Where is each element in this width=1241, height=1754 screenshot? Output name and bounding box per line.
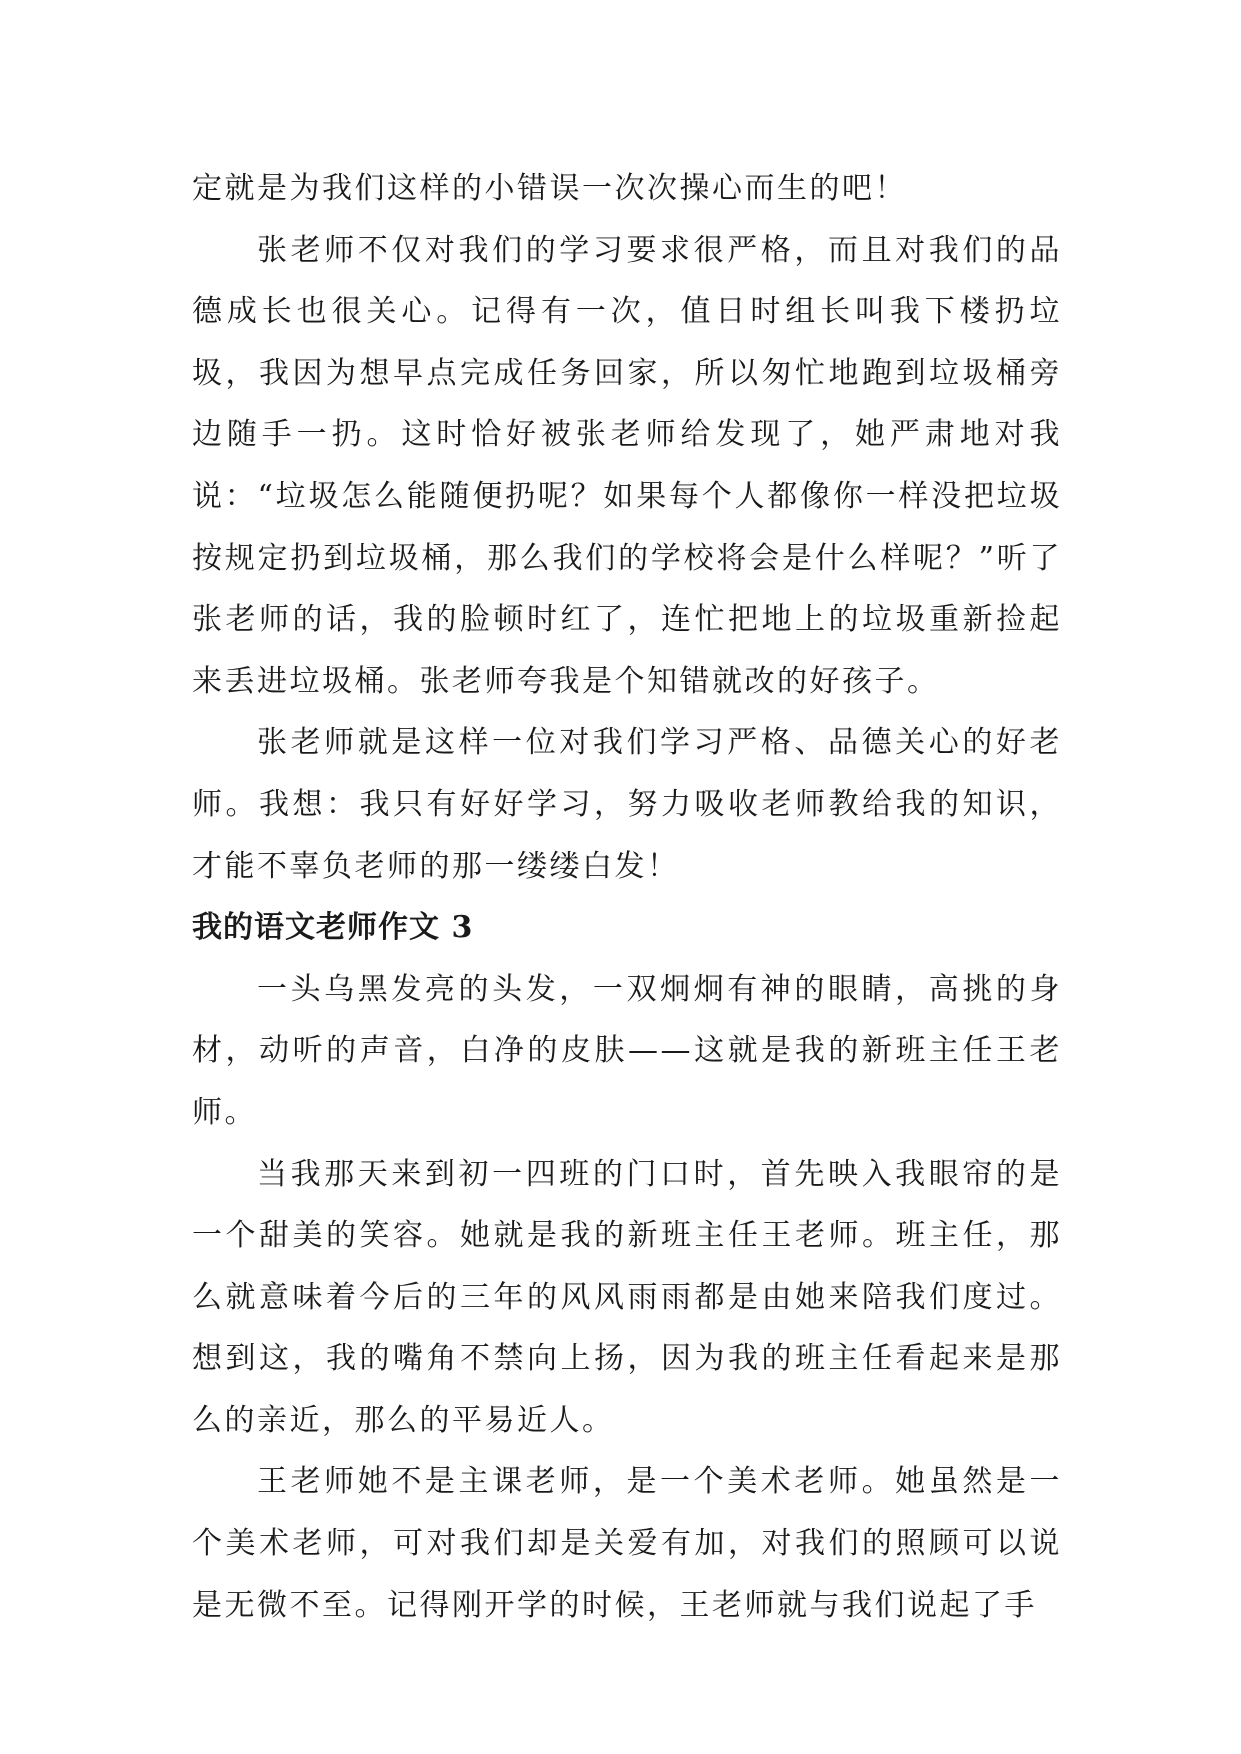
paragraph-teacher-appearance: 一头乌黑发亮的头发，一双炯炯有神的眼睛，高挑的身材，动听的声音，白净的皮肤——这就是我的新班主任王老师。 — [192, 971, 1062, 1130]
paragraph-art-teacher: 王老师她不是主课老师，是一个美术老师。她虽然是一个美术老师，可对我们却是关爱有加，对我们的照顾可以说是无微不至。记得刚开学的时候，王老师就与我们说起了手 — [192, 1464, 1062, 1623]
paragraph-continuation: 定就是为我们这样的小错误一次次操心而生的吧！ — [192, 171, 907, 206]
document-body — [192, 158, 1062, 1636]
paragraph-first-meeting: 当我那天来到初一四班的门口时，首先映入我眼帘的是一个甜美的笑容。她就是我的新班主任王老师。班主任，那么就意味着今后的三年的风风雨雨都是由她来陪我们度过。想到这，我的嘴角不禁向上扬，因为我的班主任看起来是那么的亲近，那么的平易近人。 — [192, 1156, 1062, 1438]
paragraph-strict-teacher: 张老师不仅对我们的学习要求很严格，而且对我们的品德成长也很关心。记得有一次，值日时组长叫我下楼扔垃圾，我因为想早点完成任务回家，所以匆忙地跑到垃圾桶旁边随手一扔。这时恰好被张老师给发现了，她严肃地对我说：“垃圾怎么能随便扔呢？如果每个人都像你一样没把垃圾按规定扔到垃圾桶，那么我们的学校将会是什么样呢？”听了张老师的话，我的脸顿时红了，连忙把地上的垃圾重新捡起来丢进垃圾桶。张老师夸我是个知错就改的好孩子。 — [192, 232, 1062, 699]
paragraph-conclusion: 张老师就是这样一位对我们学习严格、品德关心的好老师。我想：我只有好好学习，努力吸收老师教给我的知识，才能不辜负老师的那一缕缕白发！ — [192, 725, 1062, 884]
section-title: 我的语文老师作文 3 — [192, 910, 474, 946]
